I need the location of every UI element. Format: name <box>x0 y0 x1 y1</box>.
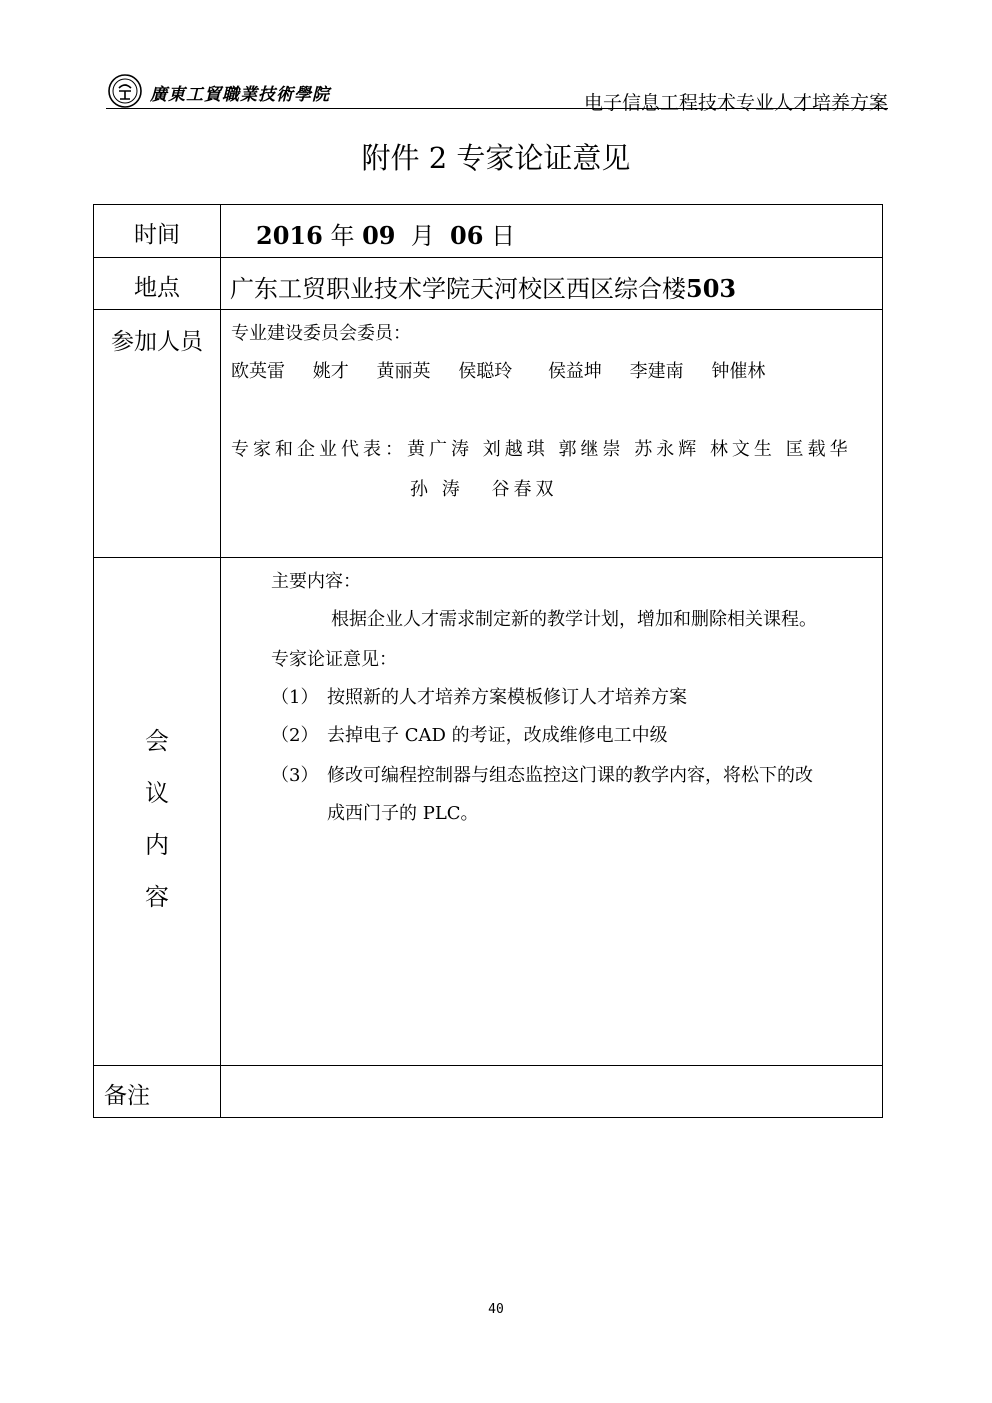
expert-name: 林文生 <box>709 439 776 460</box>
meeting-content-label <box>94 715 220 923</box>
expert-name: 刘越琪 <box>482 439 549 460</box>
committee-name: 侯聪玲 <box>458 361 513 382</box>
school-name: 廣東工貿職業技術學院 <box>150 85 330 105</box>
date-day-unit: 日 <box>491 222 516 250</box>
expert-name: 谷春双 <box>491 479 558 500</box>
committee-name: 姚才 <box>312 361 349 382</box>
opinion-item-text: 修改可编程控制器与组态监控这门课的教学内容，将松下的改 <box>327 765 813 786</box>
experts-heading: 专家和企业代表： <box>231 439 407 460</box>
opinion-table <box>93 204 883 1118</box>
remarks-label: 备注 <box>104 1083 150 1109</box>
time-label: 时间 <box>134 222 180 248</box>
date-year-unit: 年 <box>330 222 355 250</box>
meeting-label-char: 内 <box>145 831 169 859</box>
date-day: 06 <box>450 221 484 250</box>
header-rule <box>106 108 888 109</box>
expert-name: 孙 涛 <box>410 479 464 500</box>
opinion-item-text: 去掉电子 CAD 的考证，改成维修电工中级 <box>327 725 668 746</box>
school-logo-icon <box>108 74 142 108</box>
row-divider <box>94 557 882 558</box>
committee-names <box>231 357 787 383</box>
date-month: 09 <box>362 221 396 250</box>
meeting-place <box>230 269 736 304</box>
plan-title: 电子信息工程技术专业人才培养方案 <box>583 92 888 114</box>
meeting-date <box>256 216 515 251</box>
page-number: 40 <box>488 1302 504 1317</box>
date-month-unit: 月 <box>410 222 435 250</box>
meeting-label-char: 会 <box>145 727 169 755</box>
opinion-item-text: 按照新的人才培养方案模板修订人才培养方案 <box>327 687 687 708</box>
row-divider <box>94 309 882 310</box>
expert-name: 黄广涛 <box>407 439 473 460</box>
opinion-item <box>271 721 668 747</box>
main-content-text: 根据企业人才需求制定新的教学计划，增加和删除相关课程。 <box>331 609 817 630</box>
experts-line-1 <box>231 435 852 461</box>
participants-label: 参加人员 <box>111 329 203 355</box>
opinion-heading: 专家论证意见： <box>271 649 397 670</box>
committee-name: 李建南 <box>629 361 684 382</box>
committee-name: 侯益坤 <box>547 361 602 382</box>
committee-name: 欧英雷 <box>231 361 285 382</box>
expert-name: 郭继崇 <box>558 439 625 460</box>
main-content-heading: 主要内容： <box>271 571 361 592</box>
experts-line-2 <box>410 475 557 501</box>
opinion-item-continuation: 成西门子的 PLC。 <box>327 803 479 824</box>
column-divider <box>220 205 221 1117</box>
expert-name: 苏永辉 <box>634 439 701 460</box>
expert-name: 匡载华 <box>785 439 852 460</box>
opinion-item-number: （1） <box>271 687 319 708</box>
row-divider <box>94 1065 882 1066</box>
opinion-item-number: （3） <box>271 765 319 786</box>
meeting-label-char: 容 <box>145 883 169 911</box>
place-number: 503 <box>686 274 737 303</box>
place-label: 地点 <box>134 275 180 301</box>
meeting-label-char: 议 <box>145 779 169 807</box>
committee-heading: 专业建设委员会委员： <box>231 323 411 344</box>
opinion-item <box>271 683 687 709</box>
place-text: 广东工贸职业技术学院天河校区西区综合楼 <box>230 275 686 303</box>
committee-name: 黄丽英 <box>376 361 431 382</box>
row-divider <box>94 257 882 258</box>
document-title: 附件 2 专家论证意见 <box>361 141 631 175</box>
opinion-item <box>271 761 813 787</box>
date-year: 2016 <box>256 221 323 250</box>
opinion-item-number: （2） <box>271 725 319 746</box>
committee-name: 钟催林 <box>711 361 766 382</box>
